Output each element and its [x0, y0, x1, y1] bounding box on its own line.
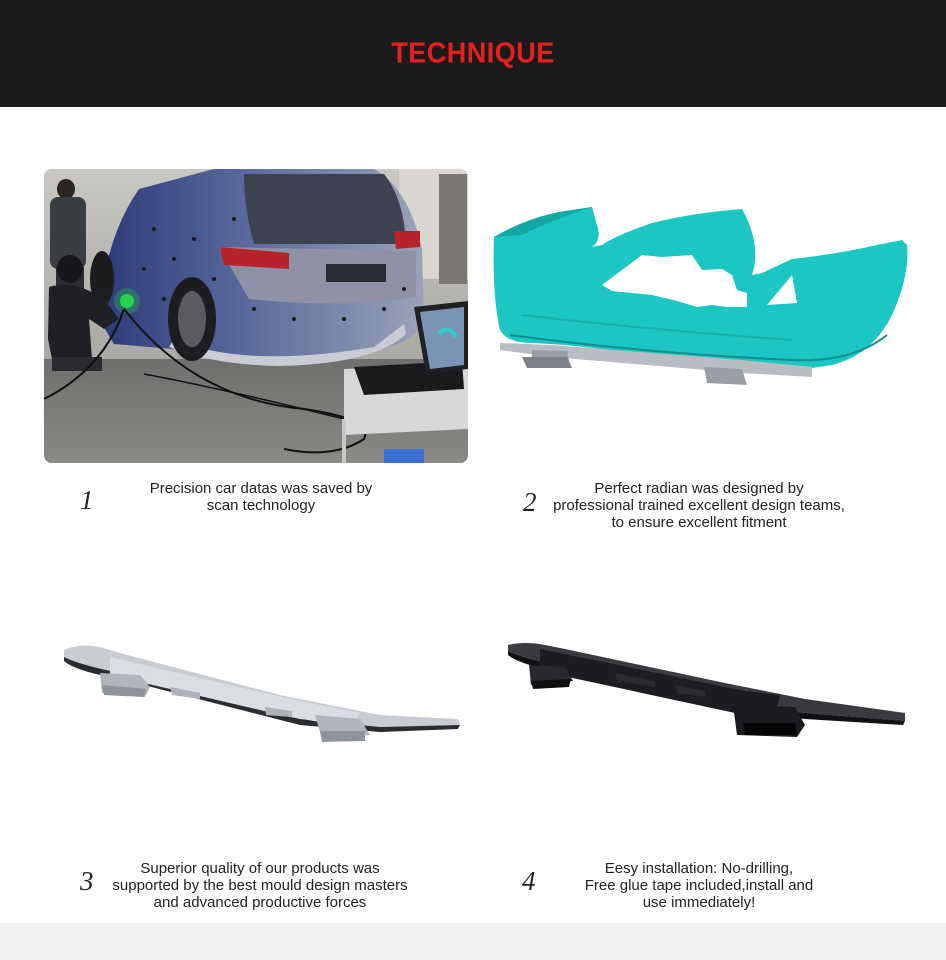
- caption-2-line-3: to ensure excellent fitment: [611, 514, 787, 531]
- footer-strip: [0, 923, 946, 960]
- caption-1: [110, 480, 412, 514]
- silver-diffuser-image: [60, 635, 465, 750]
- black-diffuser-image: [505, 635, 910, 750]
- caption-4-line-3: use immediately!: [642, 894, 756, 911]
- step-number-4: 4: [522, 866, 536, 896]
- bumper-scan-model: [492, 195, 912, 395]
- caption-4-line-1: Eesy installation: No-drilling,: [604, 860, 794, 877]
- step-number-2: 2: [523, 487, 537, 517]
- header-banner: [0, 0, 946, 107]
- caption-2-line-2: professional trained excellent design teams,: [553, 497, 845, 514]
- caption-3-line-1: Superior quality of our products was: [140, 860, 380, 877]
- caption-4-line-2: Free glue tape included,install and: [584, 877, 814, 894]
- scan-photo: [44, 169, 468, 463]
- caption-3-line-2: supported by the best mould design masters: [112, 877, 408, 894]
- step-number-3: 3: [80, 866, 94, 896]
- caption-2: [540, 480, 858, 531]
- caption-1-line-1: Precision car datas was saved by: [149, 480, 373, 497]
- step-number-1: 1: [80, 485, 94, 515]
- caption-4: [568, 860, 830, 911]
- caption-3: [96, 860, 424, 911]
- caption-3-line-3: and advanced productive forces: [153, 894, 367, 911]
- page-title: TECHNIQUE: [391, 37, 555, 69]
- caption-1-line-2: scan technology: [206, 497, 316, 514]
- caption-2-line-1: Perfect radian was designed by: [594, 480, 804, 497]
